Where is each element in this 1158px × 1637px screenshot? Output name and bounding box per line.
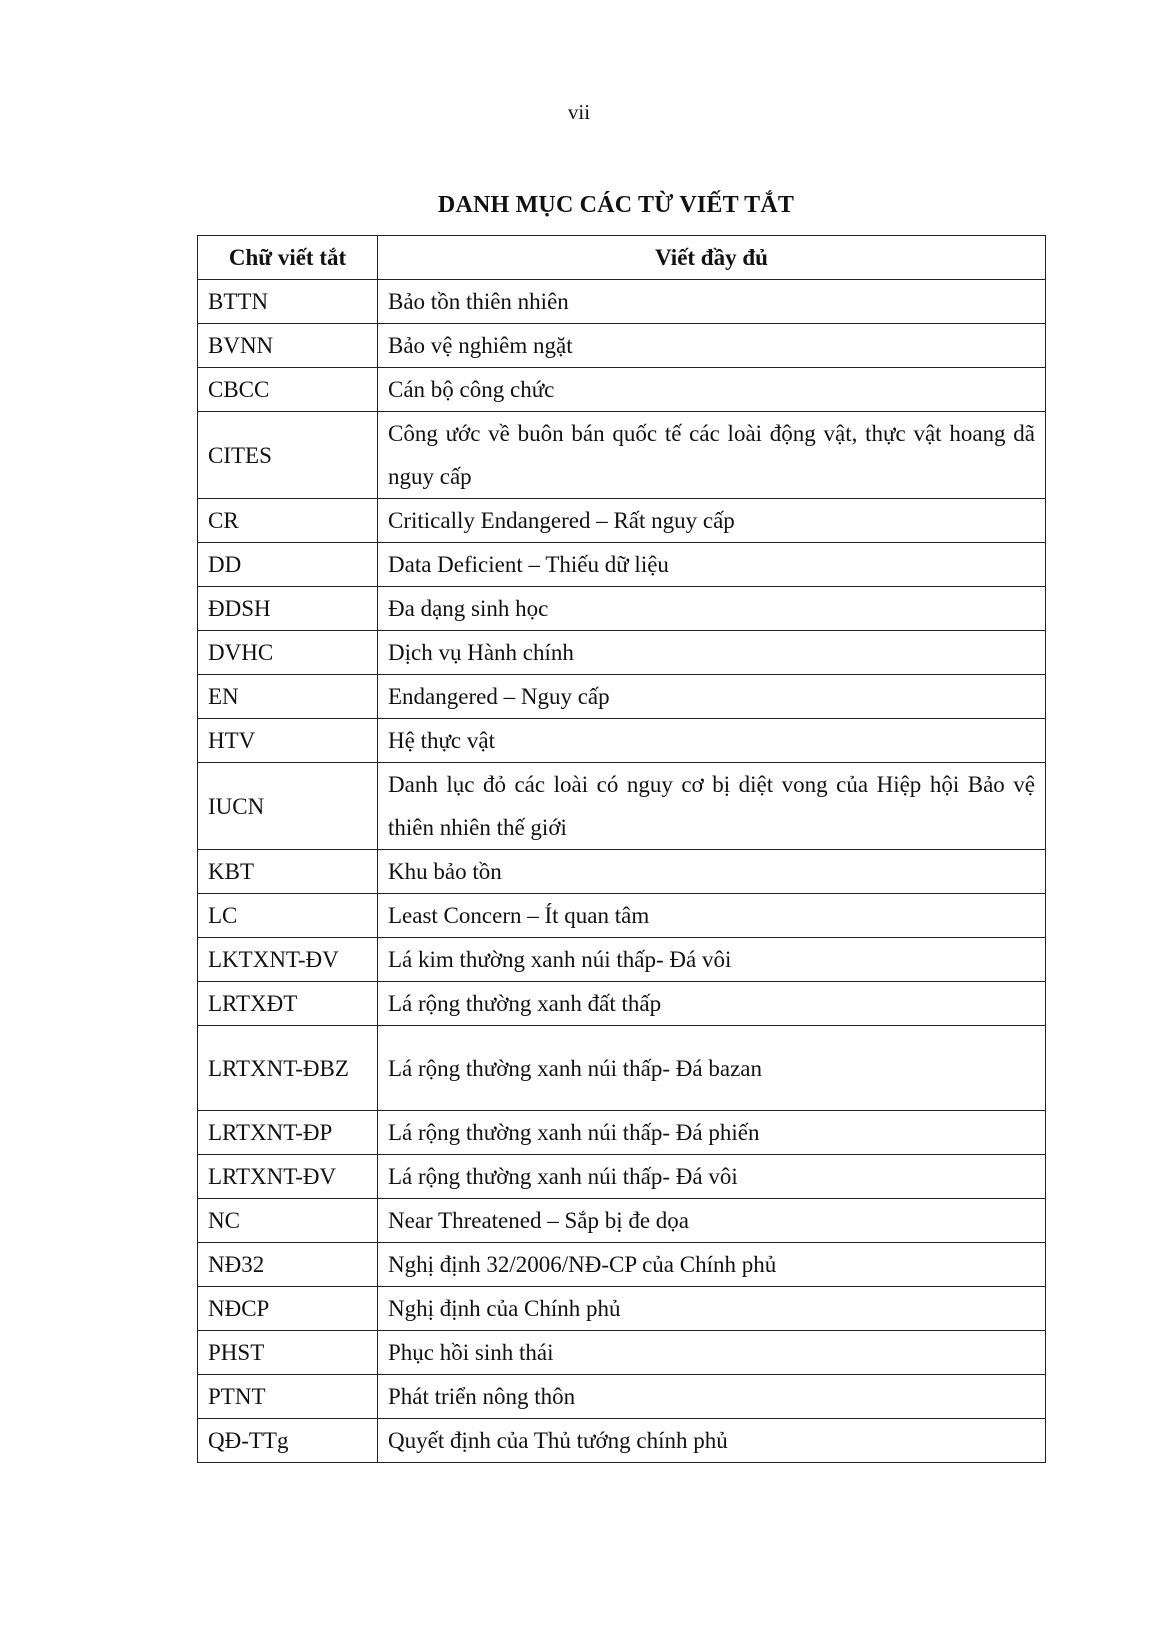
full-form-cell: Lá rộng thường xanh đất thấp [378,982,1046,1026]
abbr-cell: CR [198,499,378,543]
header-full-form: Viết đầy đủ [378,236,1046,280]
abbr-cell: LRTXNT-ĐBZ [198,1026,378,1111]
full-form-cell: Least Concern – Ít quan tâm [378,894,1046,938]
table-row [198,850,1046,894]
table-row [198,499,1046,543]
abbr-cell: PTNT [198,1375,378,1419]
abbr-cell: LC [198,894,378,938]
table-row [198,1111,1046,1155]
full-form-cell: Lá rộng thường xanh núi thấp- Đá bazan [378,1026,1046,1111]
full-form-cell: Dịch vụ Hành chính [378,631,1046,675]
full-form-cell: Near Threatened – Sắp bị đe dọa [378,1199,1046,1243]
abbr-cell: NĐCP [198,1287,378,1331]
header-abbreviation: Chữ viết tắt [198,236,378,280]
table-row [198,368,1046,412]
abbr-cell: NC [198,1199,378,1243]
full-form-cell: Lá kim thường xanh núi thấp- Đá vôi [378,938,1046,982]
full-form-cell: Danh lục đỏ các loài có nguy cơ bị diệt vong của Hiệp hội Bảo vệ thiên nhiên thế giới [378,763,1046,850]
full-form-cell: Critically Endangered – Rất nguy cấp [378,499,1046,543]
table-row [198,1243,1046,1287]
abbr-cell: NĐ32 [198,1243,378,1287]
table-row [198,587,1046,631]
full-form-cell: Data Deficient – Thiếu dữ liệu [378,543,1046,587]
full-form-cell: Lá rộng thường xanh núi thấp- Đá phiến [378,1111,1046,1155]
full-form-cell: Lá rộng thường xanh núi thấp- Đá vôi [378,1155,1046,1199]
page-title: DANH MỤC CÁC TỪ VIẾT TẮT [437,192,795,218]
full-form-cell: Cán bộ công chức [378,368,1046,412]
table-row [198,324,1046,368]
table-row [198,1199,1046,1243]
table-row [198,938,1046,982]
table-row [198,1287,1046,1331]
abbreviation-table [197,235,1046,1463]
table-row [198,1419,1046,1463]
abbr-cell: QĐ-TTg [198,1419,378,1463]
table-row [198,1331,1046,1375]
full-form-cell: Quyết định của Thủ tướng chính phủ [378,1419,1046,1463]
abbr-cell: LRTXNT-ĐP [198,1111,378,1155]
full-form-cell: Phục hồi sinh thái [378,1331,1046,1375]
abbr-cell: EN [198,675,378,719]
full-form-cell: Khu bảo tồn [378,850,1046,894]
full-form-cell: Endangered – Nguy cấp [378,675,1046,719]
table-row [198,982,1046,1026]
full-form-cell: Nghị định 32/2006/NĐ-CP của Chính phủ [378,1243,1046,1287]
full-form-cell: Hệ thực vật [378,719,1046,763]
abbr-cell: HTV [198,719,378,763]
table-row [198,1026,1046,1111]
abbr-cell: DVHC [198,631,378,675]
full-form-cell: Công ước về buôn bán quốc tế các loài động vật, thực vật hoang dã nguy cấp [378,412,1046,499]
abbr-cell: LRTXĐT [198,982,378,1026]
abbr-cell: DD [198,543,378,587]
table-row [198,894,1046,938]
table-row [198,280,1046,324]
abbr-cell: BVNN [198,324,378,368]
table-row [198,412,1046,499]
abbr-cell: ĐDSH [198,587,378,631]
abbr-cell: LRTXNT-ĐV [198,1155,378,1199]
full-form-cell: Đa dạng sinh học [378,587,1046,631]
full-form-cell: Nghị định của Chính phủ [378,1287,1046,1331]
abbr-cell: BTTN [198,280,378,324]
abbr-cell: LKTXNT-ĐV [198,938,378,982]
full-form-cell: Bảo vệ nghiêm ngặt [378,324,1046,368]
page-number: vii [567,100,591,124]
table-row [198,1375,1046,1419]
table-row [198,719,1046,763]
abbr-cell: KBT [198,850,378,894]
abbr-cell: IUCN [198,763,378,850]
full-form-cell: Phát triển nông thôn [378,1375,1046,1419]
table-row [198,675,1046,719]
abbr-cell: CITES [198,412,378,499]
table-row [198,543,1046,587]
full-form-cell: Bảo tồn thiên nhiên [378,280,1046,324]
table-row [198,1155,1046,1199]
table-row [198,631,1046,675]
table-header-row [198,236,1046,280]
abbr-cell: CBCC [198,368,378,412]
abbr-cell: PHST [198,1331,378,1375]
table-row [198,763,1046,850]
